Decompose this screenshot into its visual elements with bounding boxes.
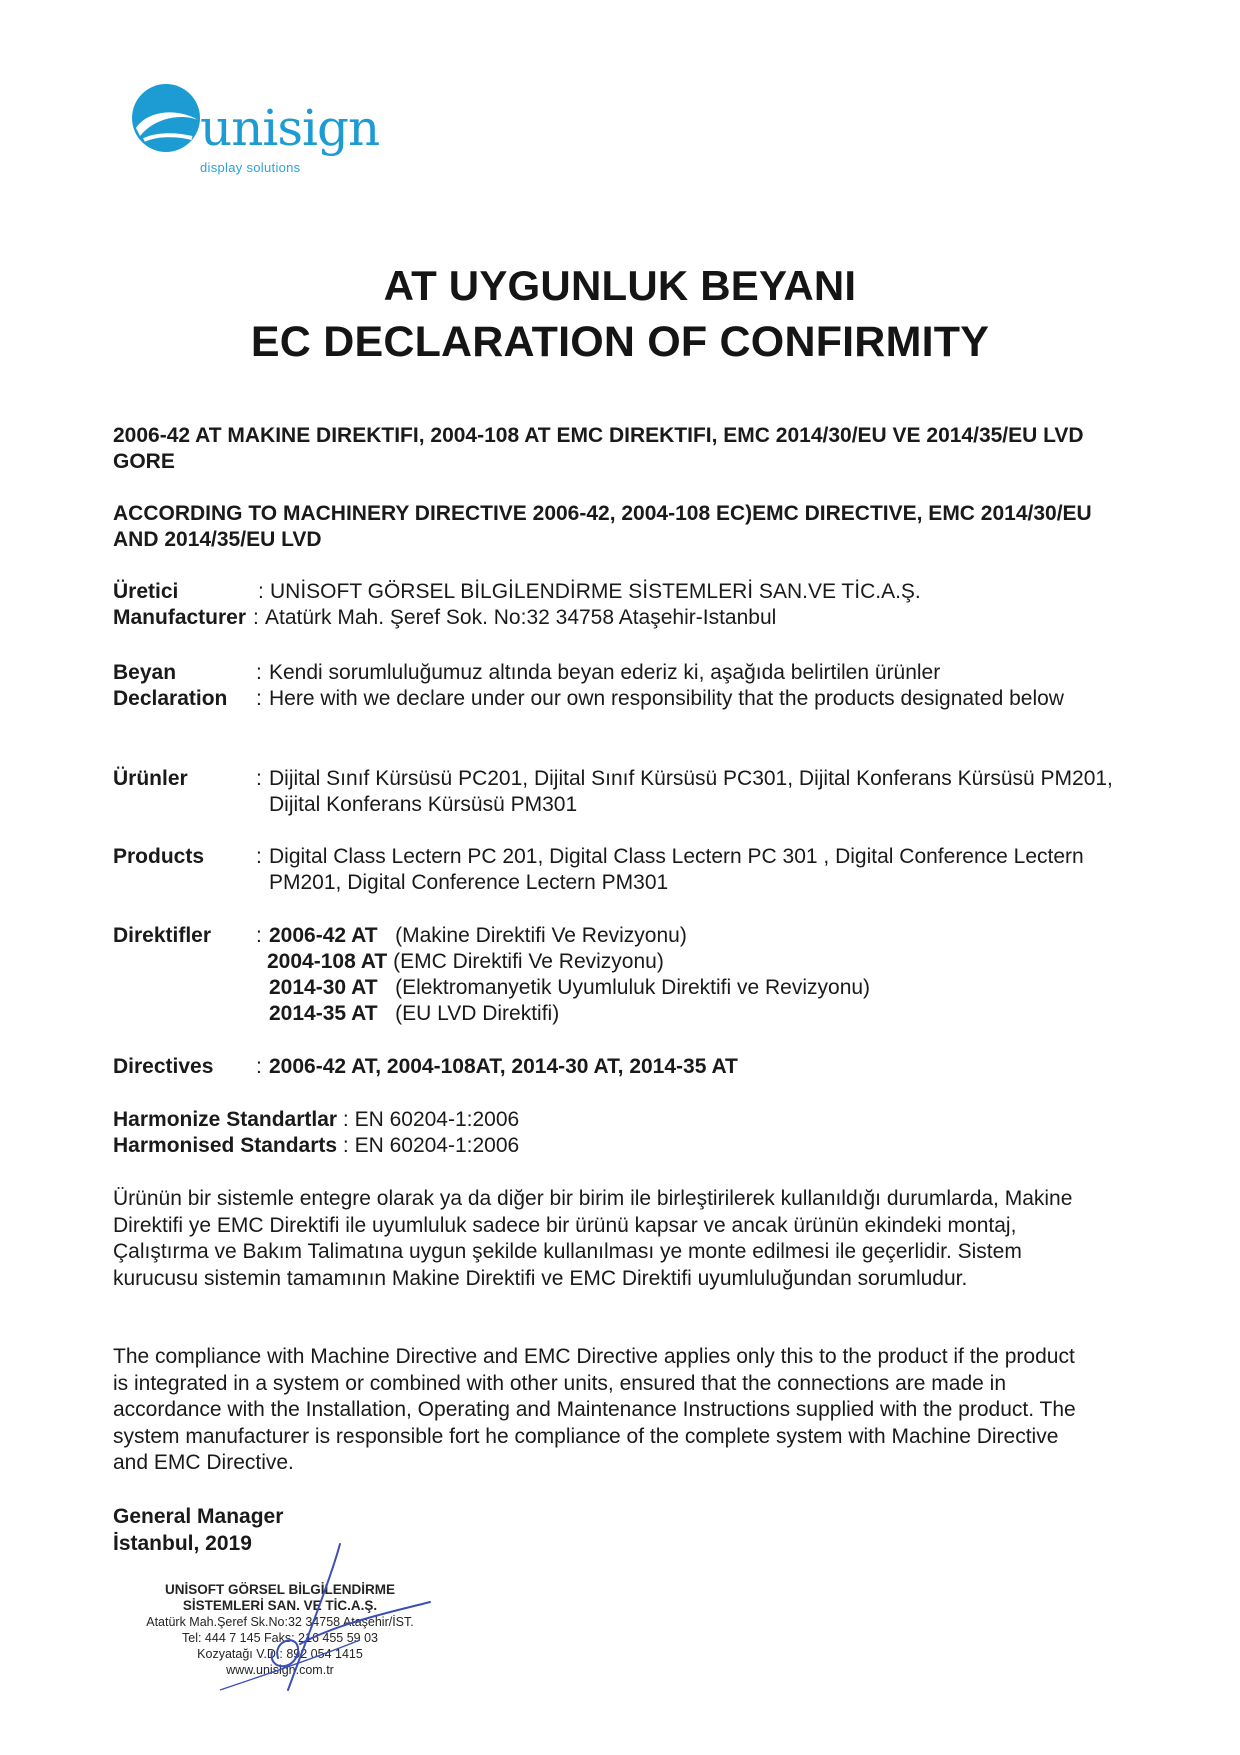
declaration-label-tr: Beyan — [113, 661, 177, 684]
heading-turkish: 2006-42 AT MAKINE DIREKTIFI, 2004-108 AT EMC DIREKTIFI, EMC 2014/30/EU VE 2014/35/EU LVD GORE — [113, 424, 1084, 473]
signatory-title: General Manager — [113, 1505, 284, 1528]
manufacturer-label-en: Manufacturer — [113, 606, 247, 629]
standards-value-en: EN 60204-1:2006 — [354, 1134, 520, 1157]
declaration-label-en: Declaration — [113, 687, 228, 710]
unisign-logo — [126, 80, 396, 180]
products-tr-section: Ürünler : Dijital Sınıf Kürsüsü PC201, Dijital Sınıf Kürsüsü PC301, Dijital Konferans Kürsüsü PM201, Dijital Konferans Kürsüsü PM301 — [113, 766, 1113, 820]
stamp-line: UNİSOFT GÖRSEL BİLGİLENDİRME — [164, 1582, 395, 1597]
standards-label-tr: Harmonize Standartlar — [113, 1108, 338, 1131]
directive-item: 2006-42 AT (Makine Direktifi Ve Revizyonu) — [269, 924, 687, 947]
declaration-text-en: Here with we declare under our own responsibility that the products designated below — [269, 687, 1064, 710]
logo-wordmark: unisign — [200, 99, 380, 157]
directive-item: 2014-35 AT (EU LVD Direktifi) — [269, 1002, 560, 1025]
logo-tagline: display solutions — [200, 160, 301, 175]
direktifler-section: Direktifler : 2006-42 AT (Makine Direktifi Ve Revizyonu) 2004-108 AT (EMC Direktifi Ve Revizyonu) 2014-30 AT (Elektromanyetik Uyumluluk Direktifi ve Revizyonu) 2014-35 AT (EU LVD Direktifi) — [113, 923, 1113, 1029]
products-en-text: Digital Class Lectern PC 201, Digital Class Lectern PC 301 , Digital Conference Lectern PM201, Digital Conference Lectern PM301 — [269, 845, 1084, 894]
stamp-line: SİSTEMLERİ SAN. VE TİC.A.Ş. — [182, 1598, 378, 1613]
directives-section: Directives : 2006-42 AT, 2004-108AT, 2014-30 AT, 2014-35 AT — [113, 1054, 1113, 1082]
declaration-section: Beyan Declaration : Kendi sorumluluğumuz altında beyan ederiz ki, aşağıda belirtilen ürünler : Here with we declare under our own responsibility that the products designated below — [113, 660, 1113, 740]
title-turkish: AT UYGUNLUK BEYANI — [383, 262, 857, 309]
declaration-text-tr: Kendi sorumluluğumuz altında beyan ederiz ki, aşağıda belirtilen ürünler — [269, 661, 941, 684]
standards-label-en: Harmonised Standarts — [113, 1134, 338, 1157]
stamp-line: www.unisign.com.tr — [226, 1663, 334, 1677]
products-tr-label: Ürünler — [113, 767, 188, 790]
manufacturer-label-tr: Üretici — [113, 580, 179, 603]
heading-english: ACCORDING TO MACHINERY DIRECTIVE 2006-42, 2004-108 EC)EMC DIRECTIVE, EMC 2014/30/EU AND 2014/35/EU LVD — [113, 502, 1092, 551]
title-english: EC DECLARATION OF CONFIRMITY — [250, 318, 990, 366]
products-en-section: Products : Digital Class Lectern PC 201, Digital Class Lectern PC 301 , Digital Conference Lectern PM201, Digital Conference Lectern PM301 — [113, 844, 1113, 898]
direktifler-label: Direktifler — [113, 924, 212, 947]
logo-swirl-icon — [126, 80, 206, 160]
stamp-line: Tel: 444 7 145 Faks: 216 455 59 03 — [182, 1631, 378, 1645]
directives-label: Directives — [113, 1055, 214, 1078]
stamp-line: Kozyatağı V.D.: 892 054 1415 — [197, 1647, 363, 1661]
standards-value-tr: EN 60204-1:2006 — [354, 1108, 520, 1131]
paragraph-english: The compliance with Machine Directive and EMC Directive applies only this to the product if the product is integrated in a system or combined with other units, ensured that the connections are made in accordance with the Installation, Operating and Maintenance Instructions supplied with the product. The system manufacturer is responsible fort he compliance of the complete system with Machine Directive and EMC Directive. — [113, 1345, 1076, 1474]
standards-section: Harmonize Standartlar : EN 60204-1:2006 Harmonised Standarts : EN 60204-1:2006 — [113, 1108, 520, 1157]
manufacturer-section: Üretici Manufacturer : : UNİSOFT GÖRSEL BİLGİLENDİRME SİSTEMLERİ SAN.VE TİC.A.Ş. Atatürk Mah. Şeref Sok. No:32 34758 Ataşehir-Istanbul — [113, 580, 921, 629]
directives-text: 2006-42 AT, 2004-108AT, 2014-30 AT, 2014-35 AT — [269, 1055, 738, 1078]
signature-icon — [160, 1540, 450, 1710]
signatory-place-date: İstanbul, 2019 — [113, 1532, 252, 1555]
directive-item: 2004-108 AT (EMC Direktifi Ve Revizyonu) — [267, 950, 664, 973]
products-en-label: Products — [113, 845, 205, 868]
paragraph-turkish: Ürünün bir sistemle entegre olarak ya da diğer bir birim ile birleştirilerek kullanıldığı durumlarda, Makine Direktifi ye EMC Direktifi ile uyumluluk sadece bir ürünü kapsar ve ancak ürünün ekindeki montaj, Çalıştırma ve Bakım Talimatına uygun şekilde kullanılması ye monte edilmesi ile geçerlidir. Sistem kurucusu sistemin tamamının Makine Direktifi ve EMC Direktifi uyumluluğundan sorumludur. — [113, 1187, 1073, 1290]
manufacturer-address: Atatürk Mah. Şeref Sok. No:32 34758 Ataşehir-Istanbul — [265, 606, 777, 629]
products-tr-text: Dijital Sınıf Kürsüsü PC201, Dijital Sınıf Kürsüsü PC301, Dijital Konferans Kürsüsü PM201, Dijital Konferans Kürsüsü PM301 — [269, 767, 1113, 816]
directive-item: 2014-30 AT (Elektromanyetik Uyumluluk Direktifi ve Revizyonu) — [269, 976, 871, 999]
manufacturer-name: UNİSOFT GÖRSEL BİLGİLENDİRME SİSTEMLERİ SAN.VE TİC.A.Ş. — [270, 580, 921, 603]
stamp-line: Atatürk Mah.Şeref Sk.No:32 34758 Ataşehir/İST. — [146, 1615, 414, 1629]
